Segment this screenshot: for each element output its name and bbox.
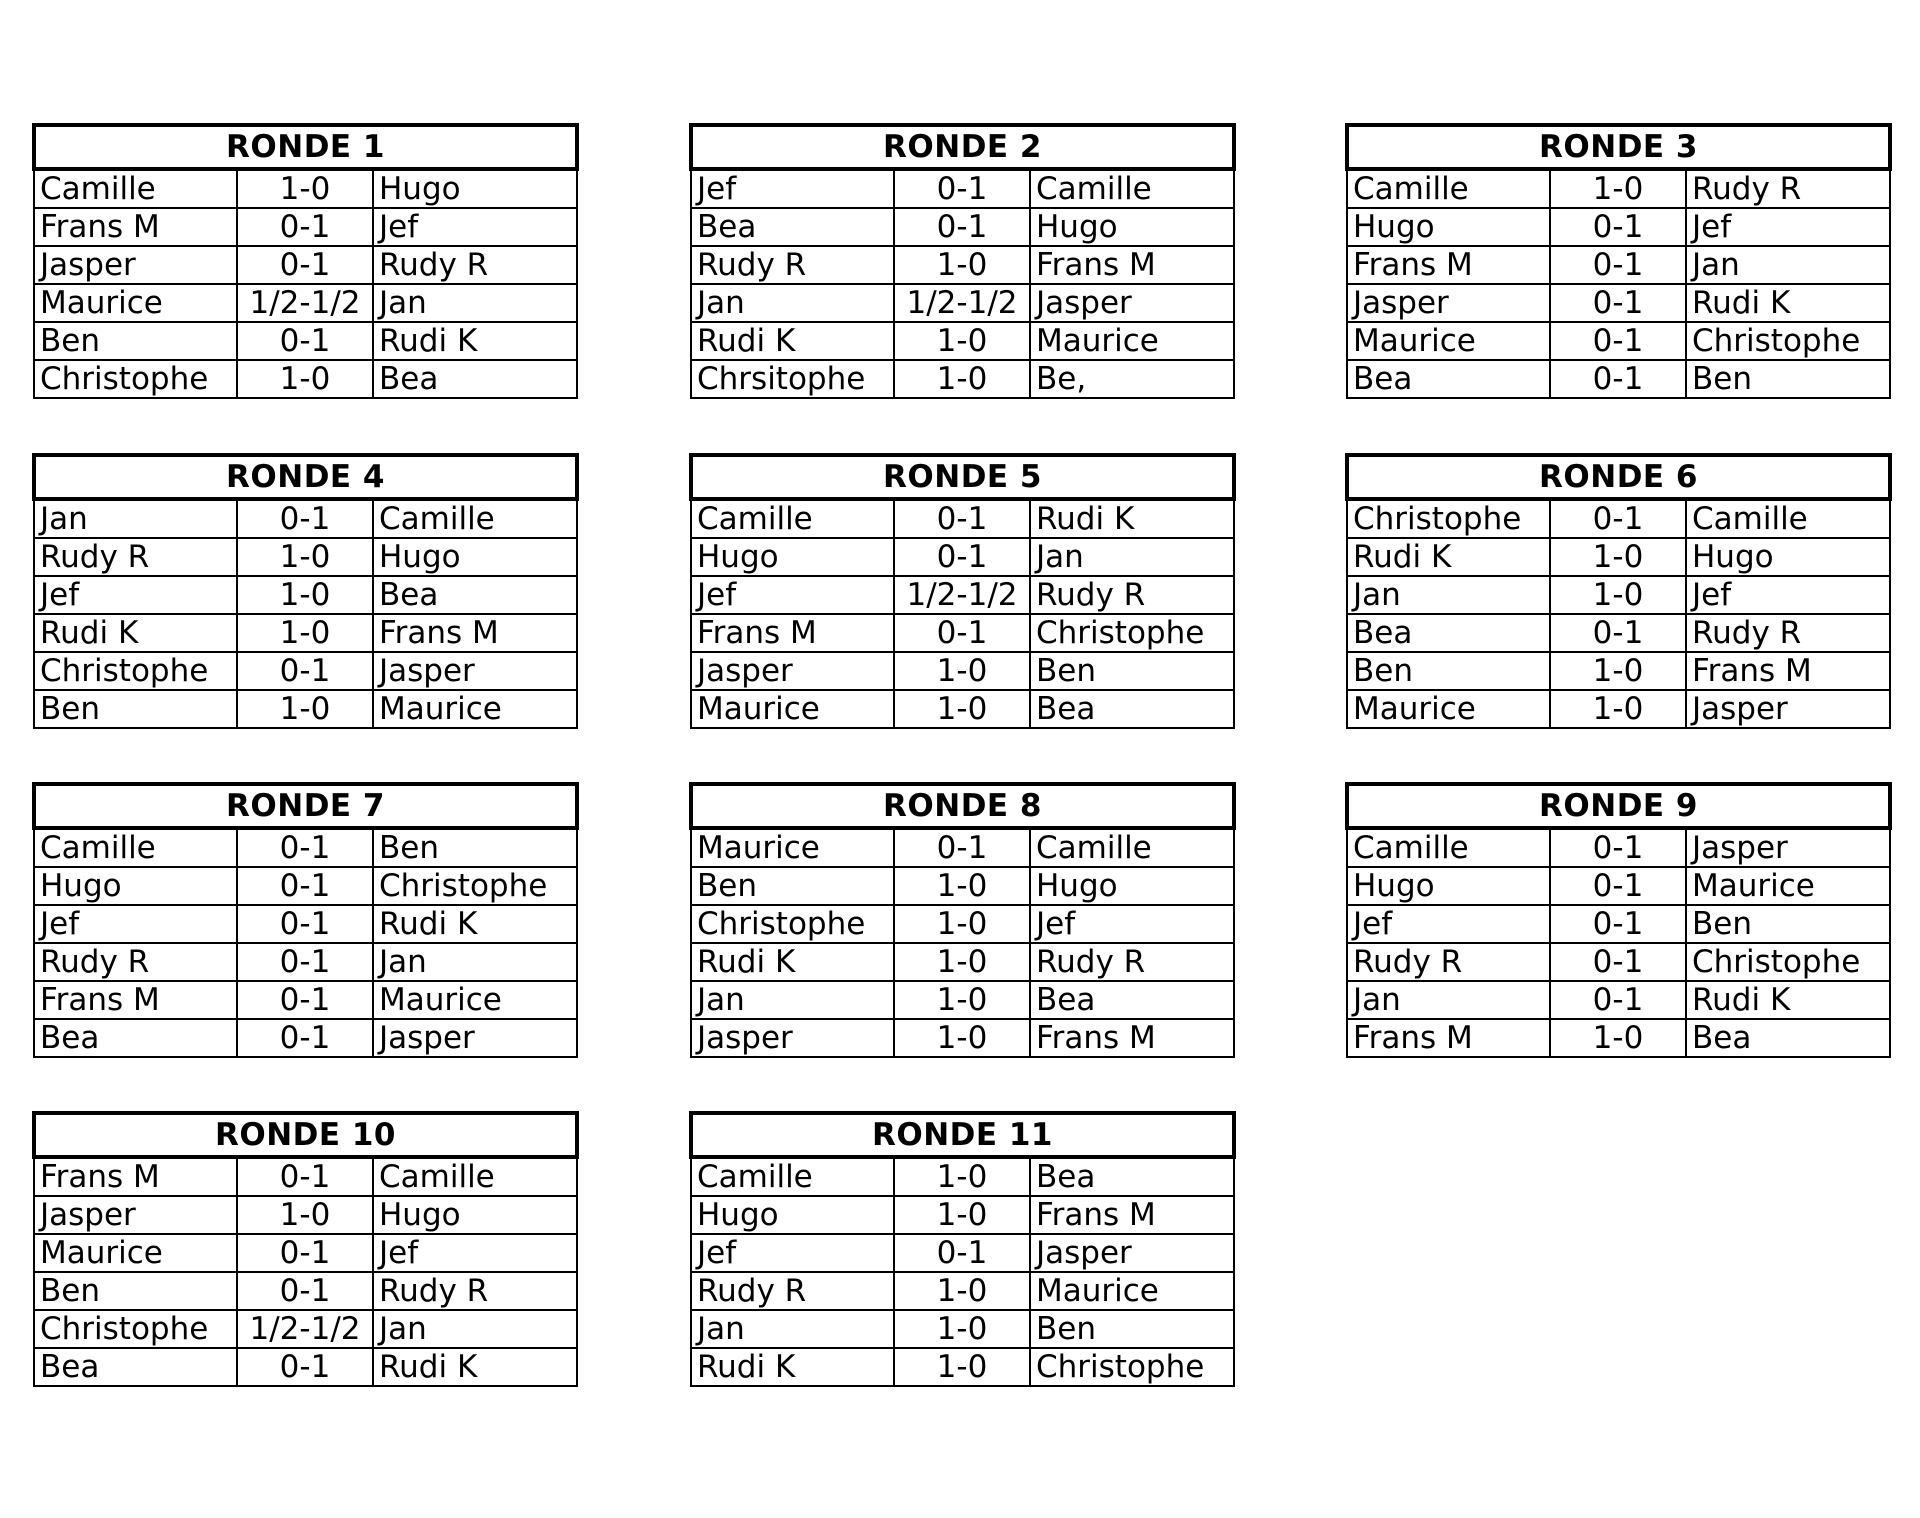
round-table — [32, 782, 579, 1058]
black-player: Jan — [1030, 538, 1234, 576]
white-player: Ben — [34, 322, 237, 360]
round-title: RONDE 10 — [34, 1113, 577, 1157]
game-row — [691, 690, 1234, 728]
black-player: Jef — [373, 1234, 577, 1272]
game-score: 0-1 — [894, 828, 1030, 867]
game-row — [34, 284, 577, 322]
game-score: 1-0 — [894, 652, 1030, 690]
game-score: 1-0 — [894, 246, 1030, 284]
game-score: 1-0 — [894, 1348, 1030, 1386]
white-player: Camille — [1347, 169, 1550, 208]
game-row — [1347, 1019, 1890, 1057]
game-row — [1347, 905, 1890, 943]
black-player: Ben — [1030, 652, 1234, 690]
black-player: Jasper — [373, 1019, 577, 1057]
round-title: RONDE 8 — [691, 784, 1234, 828]
black-player: Camille — [1030, 828, 1234, 867]
white-player: Jan — [691, 981, 894, 1019]
black-player: Jef — [373, 208, 577, 246]
white-player: Camille — [34, 828, 237, 867]
game-row — [1347, 538, 1890, 576]
game-score: 0-1 — [1550, 208, 1686, 246]
game-row — [1347, 614, 1890, 652]
black-player: Jasper — [1686, 690, 1890, 728]
game-row — [34, 614, 577, 652]
game-score: 0-1 — [894, 1234, 1030, 1272]
black-player: Jef — [1686, 208, 1890, 246]
game-score: 0-1 — [1550, 828, 1686, 867]
round-table — [1345, 123, 1892, 399]
game-score: 1-0 — [894, 1310, 1030, 1348]
black-player: Ben — [373, 828, 577, 867]
white-player: Rudi K — [691, 1348, 894, 1386]
game-score: 0-1 — [1550, 360, 1686, 398]
game-row — [691, 1196, 1234, 1234]
game-score: 0-1 — [1550, 246, 1686, 284]
game-row — [34, 943, 577, 981]
white-player: Camille — [1347, 828, 1550, 867]
white-player: Jasper — [34, 246, 237, 284]
white-player: Jasper — [691, 652, 894, 690]
game-row — [34, 1234, 577, 1272]
black-player: Hugo — [373, 538, 577, 576]
black-player: Be, — [1030, 360, 1234, 398]
white-player: Rudy R — [691, 246, 894, 284]
game-row — [691, 981, 1234, 1019]
game-score: 1-0 — [1550, 538, 1686, 576]
white-player: Jef — [1347, 905, 1550, 943]
game-score: 0-1 — [894, 538, 1030, 576]
game-row — [691, 905, 1234, 943]
white-player: Rudy R — [34, 538, 237, 576]
game-score: 1-0 — [1550, 690, 1686, 728]
round-table — [1345, 782, 1892, 1058]
black-player: Hugo — [373, 169, 577, 208]
game-row — [691, 828, 1234, 867]
white-player: Camille — [691, 499, 894, 538]
black-player: Camille — [1030, 169, 1234, 208]
game-row — [34, 905, 577, 943]
black-player: Ben — [1030, 1310, 1234, 1348]
game-row — [691, 538, 1234, 576]
game-score: 1-0 — [237, 1196, 373, 1234]
black-player: Camille — [1686, 499, 1890, 538]
game-score: 0-1 — [237, 246, 373, 284]
game-score: 1-0 — [894, 943, 1030, 981]
game-row — [691, 322, 1234, 360]
white-player: Rudy R — [691, 1272, 894, 1310]
white-player: Frans M — [34, 981, 237, 1019]
game-row — [1347, 284, 1890, 322]
black-player: Hugo — [373, 1196, 577, 1234]
black-player: Ben — [1686, 360, 1890, 398]
white-player: Jef — [34, 576, 237, 614]
game-score: 0-1 — [894, 208, 1030, 246]
game-score: 0-1 — [237, 1348, 373, 1386]
game-score: 0-1 — [894, 499, 1030, 538]
black-player: Bea — [1686, 1019, 1890, 1057]
white-player: Hugo — [691, 538, 894, 576]
game-score: 1-0 — [237, 360, 373, 398]
black-player: Rudi K — [373, 905, 577, 943]
game-score: 1-0 — [894, 1157, 1030, 1196]
game-score: 0-1 — [1550, 614, 1686, 652]
black-player: Camille — [373, 1157, 577, 1196]
white-player: Jasper — [691, 1019, 894, 1057]
white-player: Jan — [691, 284, 894, 322]
game-score: 0-1 — [237, 322, 373, 360]
black-player: Jasper — [373, 652, 577, 690]
game-row — [1347, 943, 1890, 981]
white-player: Jasper — [1347, 284, 1550, 322]
game-score: 1-0 — [237, 614, 373, 652]
round-title: RONDE 7 — [34, 784, 577, 828]
white-player: Rudy R — [1347, 943, 1550, 981]
black-player: Rudi K — [1030, 499, 1234, 538]
game-score: 0-1 — [1550, 284, 1686, 322]
black-player: Bea — [373, 576, 577, 614]
black-player: Bea — [1030, 690, 1234, 728]
game-score: 0-1 — [237, 943, 373, 981]
black-player: Rudi K — [1686, 981, 1890, 1019]
game-row — [34, 1348, 577, 1386]
game-score: 0-1 — [237, 981, 373, 1019]
game-score: 1-0 — [894, 981, 1030, 1019]
game-row — [1347, 690, 1890, 728]
white-player: Maurice — [1347, 322, 1550, 360]
game-row — [34, 1019, 577, 1057]
game-row — [691, 1019, 1234, 1057]
round-table — [689, 453, 1236, 729]
game-row — [34, 1157, 577, 1196]
game-row — [34, 169, 577, 208]
game-row — [34, 1196, 577, 1234]
game-row — [1347, 169, 1890, 208]
game-row — [34, 1310, 577, 1348]
game-row — [691, 169, 1234, 208]
black-player: Jasper — [1030, 284, 1234, 322]
black-player: Rudy R — [1030, 943, 1234, 981]
black-player: Christophe — [373, 867, 577, 905]
game-row — [691, 867, 1234, 905]
black-player: Hugo — [1030, 208, 1234, 246]
black-player: Rudy R — [1030, 576, 1234, 614]
white-player: Rudi K — [691, 322, 894, 360]
game-row — [34, 690, 577, 728]
white-player: Ben — [34, 690, 237, 728]
white-player: Maurice — [34, 1234, 237, 1272]
round-title: RONDE 11 — [691, 1113, 1234, 1157]
game-score: 0-1 — [1550, 867, 1686, 905]
white-player: Hugo — [1347, 208, 1550, 246]
white-player: Christophe — [34, 360, 237, 398]
white-player: Jef — [691, 576, 894, 614]
black-player: Jasper — [1686, 828, 1890, 867]
white-player: Bea — [1347, 360, 1550, 398]
white-player: Christophe — [34, 652, 237, 690]
game-row — [34, 538, 577, 576]
game-score: 1-0 — [894, 1019, 1030, 1057]
white-player: Frans M — [1347, 1019, 1550, 1057]
white-player: Maurice — [691, 828, 894, 867]
white-player: Camille — [691, 1157, 894, 1196]
game-score: 1-0 — [894, 905, 1030, 943]
black-player: Camille — [373, 499, 577, 538]
game-row — [1347, 576, 1890, 614]
white-player: Rudi K — [34, 614, 237, 652]
white-player: Maurice — [1347, 690, 1550, 728]
white-player: Frans M — [34, 1157, 237, 1196]
game-row — [1347, 360, 1890, 398]
game-score: 0-1 — [1550, 905, 1686, 943]
round-table — [689, 123, 1236, 399]
game-score: 1-0 — [894, 322, 1030, 360]
game-row — [34, 499, 577, 538]
black-player: Hugo — [1686, 538, 1890, 576]
game-row — [691, 360, 1234, 398]
game-row — [34, 1272, 577, 1310]
black-player: Maurice — [373, 981, 577, 1019]
black-player: Frans M — [373, 614, 577, 652]
black-player: Rudy R — [1686, 169, 1890, 208]
white-player: Bea — [34, 1019, 237, 1057]
round-title: RONDE 2 — [691, 125, 1234, 169]
game-row — [691, 284, 1234, 322]
round-table — [689, 782, 1236, 1058]
game-score: 1/2-1/2 — [237, 1310, 373, 1348]
black-player: Bea — [373, 360, 577, 398]
black-player: Jan — [373, 284, 577, 322]
white-player: Hugo — [1347, 867, 1550, 905]
game-score: 0-1 — [1550, 943, 1686, 981]
game-row — [691, 1310, 1234, 1348]
game-row — [1347, 652, 1890, 690]
game-score: 0-1 — [237, 1234, 373, 1272]
game-score: 1-0 — [1550, 652, 1686, 690]
white-player: Jan — [1347, 576, 1550, 614]
game-score: 0-1 — [237, 652, 373, 690]
black-player: Christophe — [1030, 614, 1234, 652]
white-player: Jan — [34, 499, 237, 538]
white-player: Frans M — [34, 208, 237, 246]
game-score: 1-0 — [894, 360, 1030, 398]
game-score: 0-1 — [1550, 981, 1686, 1019]
white-player: Jan — [1347, 981, 1550, 1019]
game-row — [1347, 828, 1890, 867]
game-row — [34, 576, 577, 614]
game-row — [1347, 867, 1890, 905]
round-title: RONDE 9 — [1347, 784, 1890, 828]
round-title: RONDE 3 — [1347, 125, 1890, 169]
white-player: Frans M — [1347, 246, 1550, 284]
black-player: Frans M — [1030, 1019, 1234, 1057]
round-title: RONDE 1 — [34, 125, 577, 169]
game-score: 0-1 — [237, 1272, 373, 1310]
black-player: Jan — [373, 943, 577, 981]
game-row — [1347, 246, 1890, 284]
game-score: 0-1 — [894, 614, 1030, 652]
game-score: 0-1 — [237, 828, 373, 867]
game-row — [691, 943, 1234, 981]
game-score: 1/2-1/2 — [894, 284, 1030, 322]
black-player: Jef — [1030, 905, 1234, 943]
game-row — [691, 208, 1234, 246]
black-player: Frans M — [1030, 1196, 1234, 1234]
game-score: 0-1 — [237, 905, 373, 943]
game-score: 1-0 — [1550, 576, 1686, 614]
round-table — [32, 123, 579, 399]
black-player: Maurice — [1030, 1272, 1234, 1310]
black-player: Jan — [1686, 246, 1890, 284]
white-player: Bea — [34, 1348, 237, 1386]
white-player: Hugo — [691, 1196, 894, 1234]
game-score: 0-1 — [894, 169, 1030, 208]
white-player: Frans M — [691, 614, 894, 652]
black-player: Maurice — [1686, 867, 1890, 905]
black-player: Christophe — [1030, 1348, 1234, 1386]
black-player: Rudy R — [373, 246, 577, 284]
game-score: 1-0 — [1550, 169, 1686, 208]
black-player: Christophe — [1686, 322, 1890, 360]
white-player: Jef — [691, 1234, 894, 1272]
white-player: Camille — [34, 169, 237, 208]
white-player: Jef — [34, 905, 237, 943]
game-row — [691, 1348, 1234, 1386]
white-player: Ben — [691, 867, 894, 905]
black-player: Ben — [1686, 905, 1890, 943]
game-row — [691, 246, 1234, 284]
game-row — [1347, 981, 1890, 1019]
game-row — [1347, 322, 1890, 360]
game-row — [34, 246, 577, 284]
black-player: Christophe — [1686, 943, 1890, 981]
game-row — [34, 867, 577, 905]
round-table — [689, 1111, 1236, 1387]
game-score: 1/2-1/2 — [237, 284, 373, 322]
game-score: 1-0 — [1550, 1019, 1686, 1057]
game-score: 1-0 — [894, 1196, 1030, 1234]
game-row — [691, 614, 1234, 652]
game-row — [1347, 208, 1890, 246]
game-row — [1347, 499, 1890, 538]
white-player: Christophe — [1347, 499, 1550, 538]
white-player: Rudi K — [1347, 538, 1550, 576]
white-player: Ben — [34, 1272, 237, 1310]
white-player: Rudy R — [34, 943, 237, 981]
white-player: Ben — [1347, 652, 1550, 690]
game-score: 0-1 — [1550, 499, 1686, 538]
black-player: Jasper — [1030, 1234, 1234, 1272]
round-title: RONDE 6 — [1347, 455, 1890, 499]
black-player: Rudi K — [373, 1348, 577, 1386]
white-player: Christophe — [34, 1310, 237, 1348]
game-row — [691, 652, 1234, 690]
black-player: Rudi K — [373, 322, 577, 360]
game-row — [691, 1272, 1234, 1310]
white-player: Hugo — [34, 867, 237, 905]
black-player: Hugo — [1030, 867, 1234, 905]
game-score: 0-1 — [237, 1019, 373, 1057]
game-score: 0-1 — [237, 1157, 373, 1196]
black-player: Bea — [1030, 981, 1234, 1019]
game-score: 1-0 — [894, 1272, 1030, 1310]
game-score: 1-0 — [237, 538, 373, 576]
white-player: Jan — [691, 1310, 894, 1348]
game-score: 1/2-1/2 — [894, 576, 1030, 614]
game-score: 0-1 — [237, 867, 373, 905]
black-player: Jef — [1686, 576, 1890, 614]
white-player: Jef — [691, 169, 894, 208]
round-table — [32, 453, 579, 729]
white-player: Maurice — [691, 690, 894, 728]
game-row — [34, 652, 577, 690]
white-player: Bea — [691, 208, 894, 246]
round-table — [32, 1111, 579, 1387]
game-score: 1-0 — [894, 690, 1030, 728]
white-player: Christophe — [691, 905, 894, 943]
game-row — [34, 981, 577, 1019]
black-player: Rudy R — [373, 1272, 577, 1310]
black-player: Maurice — [373, 690, 577, 728]
black-player: Jan — [373, 1310, 577, 1348]
white-player: Chrsitophe — [691, 360, 894, 398]
black-player: Frans M — [1686, 652, 1890, 690]
game-score: 1-0 — [237, 576, 373, 614]
game-row — [34, 208, 577, 246]
game-row — [691, 576, 1234, 614]
black-player: Maurice — [1030, 322, 1234, 360]
white-player: Jasper — [34, 1196, 237, 1234]
game-score: 0-1 — [237, 499, 373, 538]
game-score: 0-1 — [1550, 322, 1686, 360]
game-score: 1-0 — [894, 867, 1030, 905]
game-row — [691, 499, 1234, 538]
game-row — [34, 322, 577, 360]
white-player: Bea — [1347, 614, 1550, 652]
game-score: 0-1 — [237, 208, 373, 246]
round-title: RONDE 5 — [691, 455, 1234, 499]
game-score: 1-0 — [237, 169, 373, 208]
round-table — [1345, 453, 1892, 729]
game-row — [34, 828, 577, 867]
black-player: Bea — [1030, 1157, 1234, 1196]
game-row — [691, 1157, 1234, 1196]
black-player: Frans M — [1030, 246, 1234, 284]
game-score: 1-0 — [237, 690, 373, 728]
black-player: Rudy R — [1686, 614, 1890, 652]
game-row — [691, 1234, 1234, 1272]
black-player: Rudi K — [1686, 284, 1890, 322]
white-player: Rudi K — [691, 943, 894, 981]
round-title: RONDE 4 — [34, 455, 577, 499]
game-row — [34, 360, 577, 398]
white-player: Maurice — [34, 284, 237, 322]
